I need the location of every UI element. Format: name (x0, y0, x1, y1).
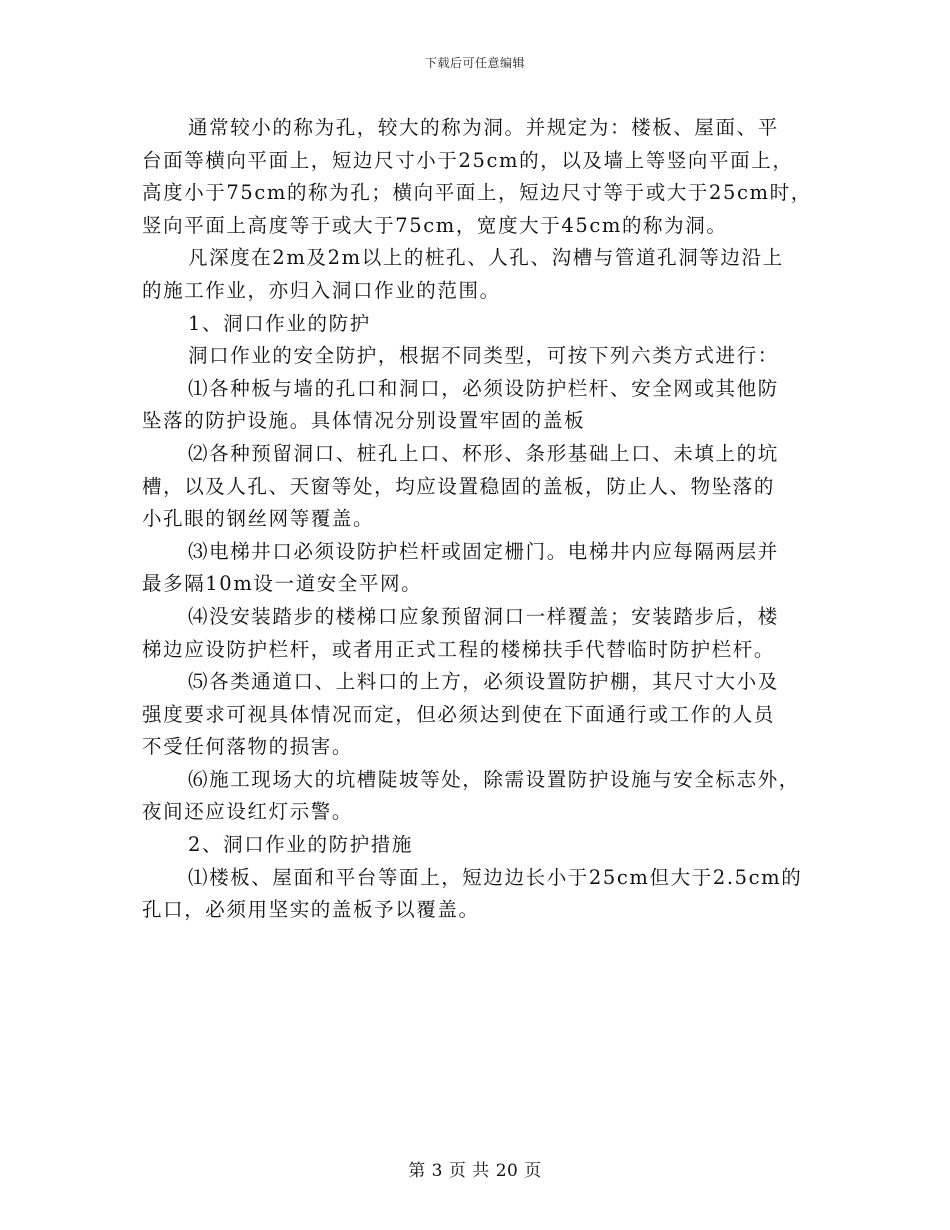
section-heading (142, 829, 814, 862)
list-item (142, 601, 814, 666)
text-line: 小孔眼的钢丝网等覆盖。 (142, 507, 375, 531)
text-line: 凡深度在2m及2m以上的桩孔、人孔、沟槽与管道孔洞等边沿上 (188, 246, 784, 270)
list-item (142, 373, 814, 438)
list-item (142, 438, 814, 536)
paragraph (142, 112, 814, 242)
text-line: 高度小于75cm的称为孔；横向平面上，短边尺寸等于或大于25cm时， (142, 181, 812, 205)
text-line: 坠落的防护设施。具体情况分别设置牢固的盖板 (142, 409, 586, 433)
text-line: 竖向平面上高度等于或大于75cm，宽度大于45cm的称为洞。 (142, 213, 728, 237)
text-line: 通常较小的称为孔，较大的称为洞。并规定为：楼板、屋面、平 (188, 116, 779, 139)
heading-text: 1、洞口作业的防护 (188, 311, 371, 335)
text-line: 强度要求可视具体情况而定，但必须达到使在下面通行或工作的人员 (142, 702, 776, 726)
section-heading (142, 308, 814, 341)
list-item (142, 764, 814, 829)
list-item (142, 536, 814, 601)
text-line: 的施工作业，亦归入洞口作业的范围。 (142, 278, 501, 302)
text-line: 洞口作业的安全防护，根据不同类型，可按下列六类方式进行： (188, 344, 779, 368)
text-line: ⑸各类通道口、上料口的上方，必须设置防护棚，其尺寸大小及 (188, 670, 779, 694)
text-line: ⑹施工现场大的坑槽陡坡等处，除需设置防护设施与安全标志外， (188, 767, 800, 791)
text-line: ⑴楼板、屋面和平台等面上，短边边长小于25cm但大于2.5cm的 (188, 865, 803, 889)
text-line: 梯边应设防护栏杆，或者用正式工程的楼梯扶手代替临时防护栏杆。 (142, 637, 776, 661)
text-line: 槽，以及人孔、天窗等处，均应设置稳固的盖板，防止人、物坠落的 (142, 474, 776, 498)
page-number: 第 3 页 共 20 页 (408, 1161, 542, 1181)
heading-text: 2、洞口作业的防护措施 (188, 833, 414, 857)
text-line: 夜间还应设红灯示警。 (142, 800, 354, 824)
paragraph (142, 340, 814, 373)
text-line: 孔口，必须用坚实的盖板予以覆盖。 (142, 898, 480, 922)
paragraph (142, 242, 814, 307)
text-line: 不受任何落物的损害。 (142, 735, 354, 759)
text-line: ⑷没安装踏步的楼梯口应象预留洞口一样覆盖；安装踏步后，楼 (188, 604, 779, 628)
page-header: 下载后可任意编辑 (424, 56, 525, 70)
text-line: ⑴各种板与墙的孔口和洞口，必须设防护栏杆、安全网或其他防 (188, 376, 779, 400)
document-body (142, 112, 814, 927)
text-line: 最多隔10m设一道安全平网。 (142, 572, 423, 596)
text-line: ⑵各种预留洞口、桩孔上口、杯形、条形基础上口、未填上的坑 (188, 441, 779, 465)
list-item (142, 666, 814, 764)
list-item (142, 862, 814, 927)
text-line: ⑶电梯井口必须设防护栏杆或固定栅门。电梯井内应每隔两层并 (188, 539, 779, 563)
text-line: 台面等横向平面上，短边尺寸小于25cm的，以及墙上等竖向平面上， (142, 148, 794, 172)
